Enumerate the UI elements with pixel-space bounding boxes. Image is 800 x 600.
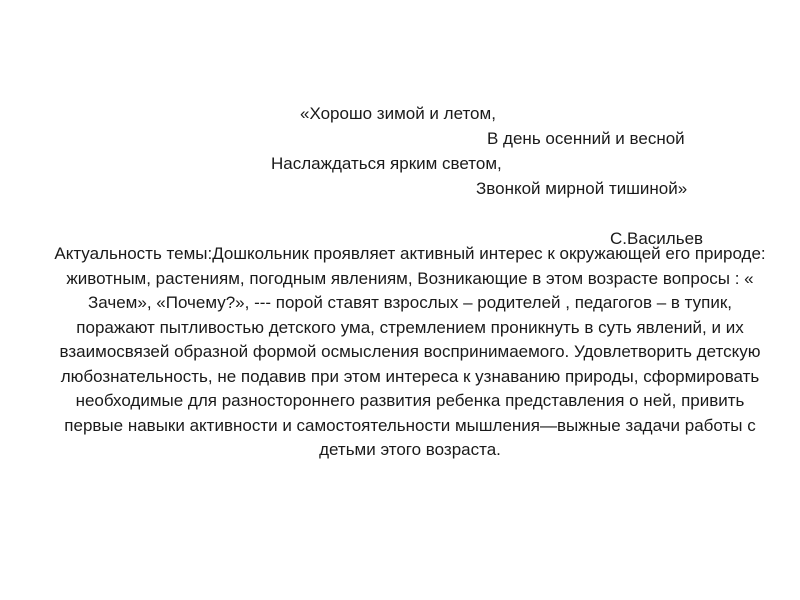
topic-relevance-paragraph: Актуальность темы:Дошкольник проявляет активный интерес к окружающей его природе: животным, растениям, погодным явлениям, Возникающие в этом возрасте вопросы : « Зачем», «Почему?», --- порой ставят взрослых – родителей , педагогов – в тупик, поражают пытливостью детского ума, стремлением проникнуть в суть явлений, и их взаимосвязей образной формой осмысления воспринимаемого. Удовлетворить детскую любознательность, не подавив при этом интереса к узнаванию природы, сформировать необходимые для разностороннего развития ребенка представления о ней, привить первые навыки активности и самостоятельности мышления—выжные задачи работы с детьми этого возраста. (54, 244, 766, 459)
poem-line-1: «Хорошо зимой и летом, (300, 104, 496, 123)
poem-line-2: В день осенний и весной (487, 129, 685, 148)
poem-line-3: Наслаждаться ярким светом, (271, 154, 502, 173)
poem-author: С.Васильев (610, 229, 704, 248)
poem-line-4: Звонкой мирной тишиной» (476, 179, 688, 198)
